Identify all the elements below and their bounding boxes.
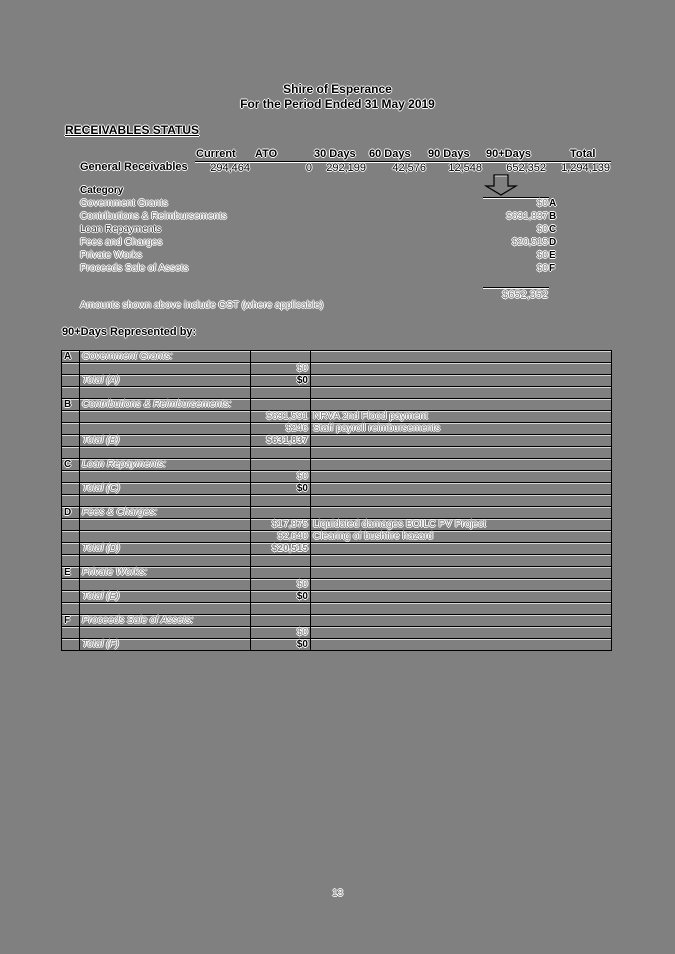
value-90plus-days: 652,352	[506, 162, 546, 174]
down-arrow-icon	[482, 174, 522, 196]
line-desc: Clearing of bushfire hazard	[311, 531, 612, 543]
category-amount-c: $0	[536, 224, 548, 235]
org-title: Shire of Esperance	[283, 82, 392, 96]
group-name: Contributions & Reimbursements:	[80, 399, 251, 411]
line-desc: NRVA 2nd Flood payment	[311, 411, 612, 423]
group-header-a	[62, 351, 612, 363]
value-ato: 0	[305, 162, 312, 174]
group-code: C	[62, 459, 80, 471]
total-amount: $0	[251, 483, 311, 495]
total-label: Total (C)	[80, 483, 251, 495]
category-code-c: C	[549, 224, 557, 235]
line-amount: $17,875	[251, 519, 311, 531]
line-amount: $0	[251, 363, 311, 375]
spacer-row	[62, 555, 612, 567]
group-total-f	[62, 639, 612, 651]
total-amount: $0	[251, 375, 311, 387]
total-label: Total (D)	[80, 543, 251, 555]
total-label: Total (B)	[80, 435, 251, 447]
group-name: Proceeds Sale of Assets:	[80, 615, 251, 627]
table-row	[62, 471, 612, 483]
total-label: Total (E)	[80, 591, 251, 603]
group-name: Government Grants:	[80, 351, 251, 363]
value-current: 294,464	[210, 162, 250, 174]
line-amount: $0	[251, 471, 311, 483]
total-amount: $20,515	[251, 543, 311, 555]
group-name: Private Works:	[80, 567, 251, 579]
value-60-days: 42,576	[392, 162, 426, 174]
category-total: $652,352	[502, 289, 548, 301]
gst-note: Amounts shown above include GST (where applicable)	[80, 300, 324, 311]
category-code-f: F	[549, 263, 556, 274]
col-current: Current	[196, 148, 236, 160]
row-label-general-receivables: General Receivables	[80, 161, 188, 173]
group-total-d	[62, 543, 612, 555]
table-row	[62, 363, 612, 375]
category-label-d: Fees and Charges	[80, 237, 163, 248]
value-90-days: 12,548	[448, 162, 482, 174]
line-amount: $2,640	[251, 531, 311, 543]
group-name: Fees & Charges:	[80, 507, 251, 519]
period-title: For the Period Ended 31 May 2019	[240, 97, 435, 111]
line-desc	[311, 471, 612, 483]
value-total: 1,294,139	[561, 162, 610, 174]
category-label-f: Proceeds Sale of Assets	[80, 263, 189, 274]
line-amount: $0	[251, 579, 311, 591]
category-amount-a: $0	[536, 198, 548, 209]
col-30-days: 30 Days	[314, 148, 356, 160]
line-amount: $631,591	[251, 411, 311, 423]
col-90-days: 90 Days	[428, 148, 470, 160]
group-total-e	[62, 591, 612, 603]
group-total-a	[62, 375, 612, 387]
represented-by-table	[61, 350, 612, 651]
total-label: Total (A)	[80, 375, 251, 387]
line-desc: Staff payroll reimbursements	[311, 423, 612, 435]
table-row	[62, 519, 612, 531]
spacer-row	[62, 603, 612, 615]
category-amount-f: $0	[536, 263, 548, 274]
group-header-b	[62, 399, 612, 411]
category-label-b: Contributions & Reimbursements	[80, 211, 227, 222]
group-code: A	[62, 351, 80, 363]
col-60-days: 60 Days	[369, 148, 411, 160]
page-number: 13	[331, 888, 344, 899]
group-header-e	[62, 567, 612, 579]
spacer-row	[62, 495, 612, 507]
line-amount: $246	[251, 423, 311, 435]
group-header-f	[62, 615, 612, 627]
spacer-row	[62, 447, 612, 459]
category-code-b: B	[549, 211, 557, 222]
section-title-receivables: RECEIVABLES STATUS	[65, 123, 200, 137]
group-total-b	[62, 435, 612, 447]
category-total-rule	[483, 287, 549, 288]
group-header-d	[62, 507, 612, 519]
category-code-a: A	[549, 198, 557, 209]
category-amount-e: $0	[536, 250, 548, 261]
total-amount: $631,837	[251, 435, 311, 447]
group-header-c	[62, 459, 612, 471]
group-code: D	[62, 507, 80, 519]
table-row	[62, 411, 612, 423]
table-row	[62, 627, 612, 639]
value-30-days: 292,199	[326, 162, 366, 174]
group-total-c	[62, 483, 612, 495]
table-row	[62, 423, 612, 435]
col-total: Total	[570, 148, 596, 160]
line-desc	[311, 579, 612, 591]
category-code-d: D	[549, 237, 557, 248]
category-label-c: Loan Repayments	[80, 224, 162, 235]
table-row	[62, 531, 612, 543]
total-amount: $0	[251, 591, 311, 603]
category-amount-d: $20,515	[511, 237, 548, 248]
category-amount-b: $631,837	[506, 211, 548, 222]
category-heading: Category	[80, 185, 124, 196]
group-name: Loan Repayments:	[80, 459, 251, 471]
group-code: E	[62, 567, 80, 579]
group-code: B	[62, 399, 80, 411]
represented-by-title: 90+Days Represented by:	[62, 326, 197, 338]
total-amount: $0	[251, 639, 311, 651]
category-label-a: Government Grants	[80, 198, 168, 209]
col-90plus-days: 90+Days	[486, 148, 531, 160]
col-ato: ATO	[255, 148, 278, 160]
line-desc	[311, 627, 612, 639]
category-code-e: E	[549, 250, 556, 261]
category-label-e: Private Works	[80, 250, 143, 261]
total-label: Total (F)	[80, 639, 251, 651]
group-code: F	[62, 615, 80, 627]
table-row	[62, 579, 612, 591]
spacer-row	[62, 387, 612, 399]
line-desc: Liquidated damages BOILC PV Project	[311, 519, 612, 531]
line-desc	[311, 363, 612, 375]
line-amount: $0	[251, 627, 311, 639]
